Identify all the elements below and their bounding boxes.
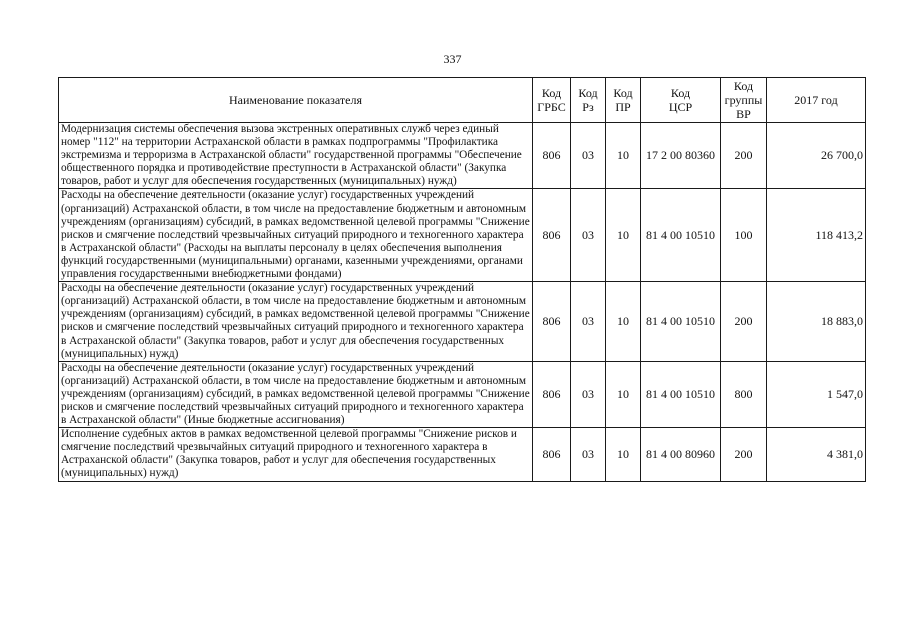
row-rz: 03: [571, 361, 606, 427]
row-csr: 81 4 00 10510: [641, 282, 721, 362]
row-csr: 81 4 00 10510: [641, 361, 721, 427]
row-grbs: 806: [533, 428, 571, 481]
budget-table: [58, 77, 866, 482]
row-csr: 17 2 00 80360: [641, 123, 721, 189]
header-grbs: Код ГРБС: [533, 78, 571, 123]
row-pr: 10: [606, 361, 641, 427]
row-grbs: 806: [533, 361, 571, 427]
row-grbs: 806: [533, 282, 571, 362]
row-rz: 03: [571, 189, 606, 282]
row-vr: 800: [721, 361, 767, 427]
row-name: Модернизация системы обеспечения вызова экстренных оперативных служб через единый номер "112" на территории Астраханской области в рамках подпрограммы "Профилактика экстремизма и терроризма в Астраханской области" государственной программы "Обеспечение общественного порядка и противодействие преступности в Астраханской области" (Закупка товаров, работ и услуг для обеспечения государственных (муниципальных) нужд): [59, 123, 533, 189]
row-amount: 4 381,0: [767, 428, 866, 481]
row-pr: 10: [606, 282, 641, 362]
table-row: [59, 123, 866, 189]
row-csr: 81 4 00 10510: [641, 189, 721, 282]
row-name: Расходы на обеспечение деятельности (оказание услуг) государственных учреждений (организаций) Астраханской области, в том числе на предоставление бюджетным и автономным учреждениям (организациям) субсидий, в рамках ведомственной целевой программы "Снижение рисков и смягчение последствий чрезвычайных ситуаций природного и техногенного характера в Астраханской области" (Закупка товаров, работ и услуг для обеспечения государственных (муниципальных) нужд): [59, 282, 533, 362]
header-vr: Код группы ВР: [721, 78, 767, 123]
row-amount: 118 413,2: [767, 189, 866, 282]
table-header-row: [59, 78, 866, 123]
table-row: [59, 189, 866, 282]
row-vr: 200: [721, 282, 767, 362]
row-name: Расходы на обеспечение деятельности (оказание услуг) государственных учреждений (организаций) Астраханской области, в том числе на предоставление бюджетным и автономным учреждениям (организациям) субсидий, в рамках ведомственной целевой программы "Снижение рисков и смягчение последствий чрезвычайных ситуаций природного и техногенного характера в Астраханской области" (Расходы на выплаты персоналу в целях обеспечения выполнения функций государственными (муниципальными) органами, казенными учреждениями, органами управления государственными внебюджетными фондами): [59, 189, 533, 282]
row-vr: 100: [721, 189, 767, 282]
row-amount: 1 547,0: [767, 361, 866, 427]
row-amount: 26 700,0: [767, 123, 866, 189]
header-name: Наименование показателя: [59, 78, 533, 123]
header-year: 2017 год: [767, 78, 866, 123]
row-rz: 03: [571, 428, 606, 481]
row-grbs: 806: [533, 189, 571, 282]
header-pr: Код ПР: [606, 78, 641, 123]
header-csr: Код ЦСР: [641, 78, 721, 123]
row-pr: 10: [606, 123, 641, 189]
row-vr: 200: [721, 123, 767, 189]
row-pr: 10: [606, 428, 641, 481]
row-name: Расходы на обеспечение деятельности (оказание услуг) государственных учреждений (организаций) Астраханской области, в том числе на предоставление бюджетным и автономным учреждениям (организациям) субсидий, в рамках ведомственной целевой программы "Снижение рисков и смягчение последствий чрезвычайных ситуаций природного и техногенного характера в Астраханской области" (Иные бюджетные ассигнования): [59, 361, 533, 427]
row-pr: 10: [606, 189, 641, 282]
table-row: [59, 428, 866, 481]
row-rz: 03: [571, 282, 606, 362]
row-rz: 03: [571, 123, 606, 189]
table-row: [59, 361, 866, 427]
row-vr: 200: [721, 428, 767, 481]
header-rz: Код Рз: [571, 78, 606, 123]
row-amount: 18 883,0: [767, 282, 866, 362]
row-grbs: 806: [533, 123, 571, 189]
table-row: [59, 282, 866, 362]
row-csr: 81 4 00 80960: [641, 428, 721, 481]
row-name: Исполнение судебных актов в рамках ведомственной целевой программы "Снижение рисков и смягчение последствий чрезвычайных ситуаций природного и техногенного характера в Астраханской области" (Закупка товаров, работ и услуг для обеспечения государственных (муниципальных) нужд): [59, 428, 533, 481]
page-number: 337: [443, 52, 462, 66]
